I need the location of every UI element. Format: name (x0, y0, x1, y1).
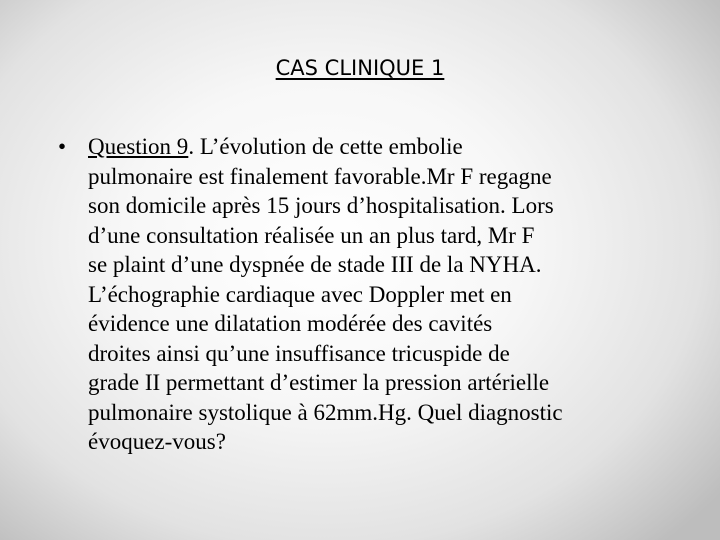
question-body (88, 132, 678, 457)
bullet-marker: • (58, 134, 67, 159)
question-label: Question 9 (88, 134, 189, 159)
question-bullet (58, 132, 678, 457)
question-text: . L’évolution de cette embolie pulmonaire est finalement favorable.Mr F regagne son domicile après 15 jours d’hospitalisation. Lors d’une consultation réalisée un an plus tard, Mr F se plaint d’une dyspnée de stade III de la NYHA. L’échographie cardiaque avec Doppler met en évidence une dilatation modérée des cavités droites ainsi qu’une insuffisance tricuspide de grade II permettant d’estimer la pression artérielle pulmonaire systolique à 62mm.Hg. Quel diagnostic évoquez-vous? (88, 134, 563, 454)
slide-title: CAS CLINIQUE 1 (275, 56, 445, 80)
